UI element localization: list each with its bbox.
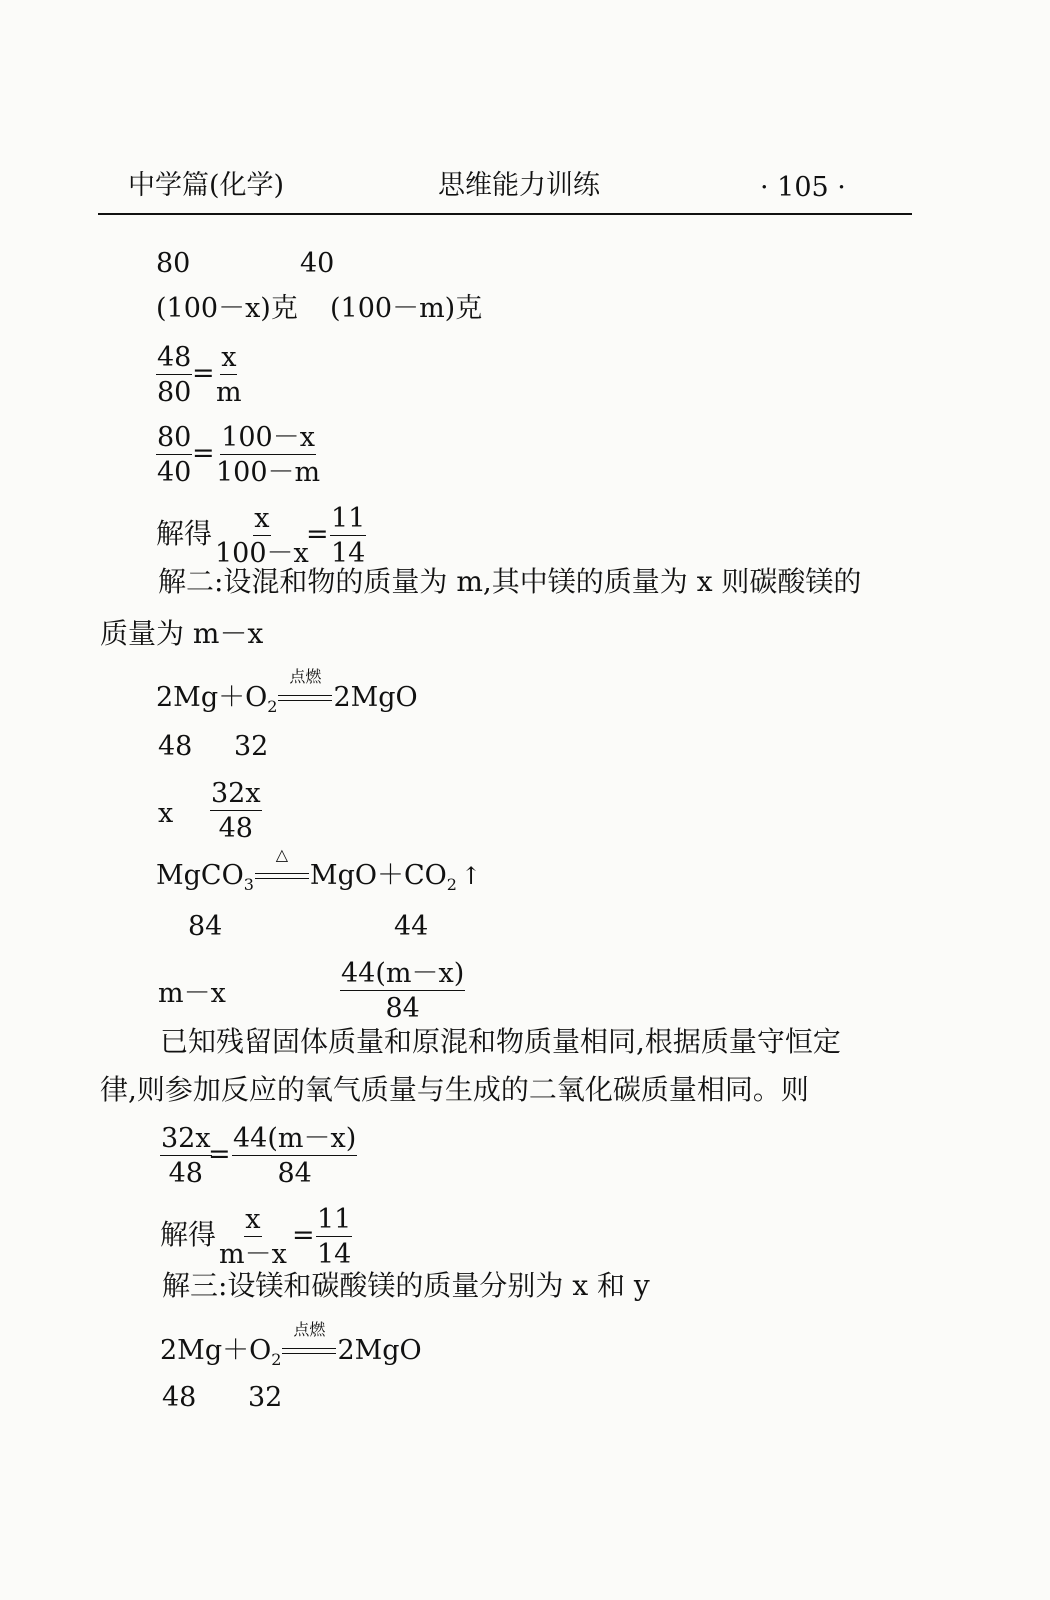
reaction-condition (282, 1319, 336, 1362)
denominator: 100－x (215, 538, 309, 569)
gas-arrow-icon: ↑ (460, 862, 482, 890)
fraction (156, 344, 192, 406)
reactants: 2Mg＋O (160, 1335, 272, 1366)
fraction (160, 1125, 212, 1187)
denominator: 80 (157, 377, 192, 408)
mass-variable: x (158, 798, 174, 829)
denominator: 84 (385, 993, 420, 1024)
fraction (156, 424, 192, 486)
fraction (210, 780, 262, 842)
equals-sign: = (306, 519, 329, 550)
numerator: 32x (211, 778, 261, 809)
fraction (316, 1206, 352, 1268)
numerator: x (245, 1204, 261, 1235)
solution-prefix: 解得 (160, 1218, 217, 1251)
fraction (215, 505, 309, 567)
molar-mass-b: 40 (300, 248, 335, 279)
denominator: 40 (157, 457, 192, 488)
mass-variable: m－x (158, 978, 226, 1009)
reaction-combustion (156, 666, 418, 716)
paragraph-line-2: 律,则参加反应的氧气质量与生成的二氧化碳质量相同。则 (100, 1073, 809, 1106)
subscript: 2 (267, 697, 278, 716)
subscript: 2 (271, 1350, 282, 1369)
reaction-decomposition (156, 844, 482, 894)
running-header-center: 思维能力训练 (438, 170, 600, 201)
numerator: 44(m－x) (233, 1123, 357, 1154)
equals-sign: = (292, 1220, 315, 1251)
reaction-condition (278, 666, 332, 709)
numerator: 48 (157, 342, 192, 373)
denominator: 48 (168, 1158, 203, 1189)
header-rule (98, 213, 912, 215)
numerator: x (221, 342, 237, 373)
reactants: 2Mg＋O (156, 682, 268, 713)
denominator: 48 (218, 813, 253, 844)
method-two-line-2: 质量为 m－x (100, 617, 264, 650)
molar-mass-a: 80 (156, 248, 191, 279)
numerator: 80 (157, 422, 192, 453)
molar-mass: 84 (188, 911, 223, 942)
equals-sign: = (192, 358, 215, 389)
reaction-condition (255, 844, 309, 887)
numerator: 11 (331, 503, 366, 534)
denominator: 14 (331, 538, 366, 569)
products: MgO＋CO (309, 860, 447, 891)
solution-prefix: 解得 (156, 517, 213, 550)
numerator: 11 (317, 1204, 352, 1235)
reactant: MgCO (156, 860, 244, 891)
molar-mass: 48 (162, 1382, 197, 1413)
numerator: 44(m－x) (341, 958, 465, 989)
condition-label: 点燃 (293, 1319, 326, 1339)
numerator: 100－x (221, 422, 315, 453)
method-three-line: 解三:设镁和碳酸镁的质量分别为 x 和 y (162, 1269, 650, 1302)
equals-sign: = (208, 1139, 231, 1170)
subscript: 3 (243, 875, 254, 894)
molar-mass: 48 (158, 731, 193, 762)
products: 2MgO (337, 1335, 422, 1366)
paragraph-line-1: 已知残留固体质量和原混和物质量相同,根据质量守恒定 (160, 1025, 841, 1058)
denominator: m－x (219, 1239, 287, 1270)
residue-mass-a: (100－x)克 (156, 293, 298, 324)
fraction (216, 424, 320, 486)
page-number: · 105 · (760, 172, 846, 203)
subscript: 2 (446, 875, 457, 894)
fraction (219, 1206, 287, 1268)
method-two-line-1: 解二:设混和物的质量为 m,其中镁的质量为 x 则碳酸镁的 (158, 565, 862, 598)
molar-mass: 32 (248, 1382, 283, 1413)
reaction-combustion-2 (160, 1319, 422, 1369)
denominator: 100－m (216, 457, 321, 488)
molar-mass: 44 (394, 911, 429, 942)
molar-mass: 32 (234, 731, 269, 762)
denominator: m (216, 377, 242, 408)
condition-label: △ (275, 844, 289, 864)
fraction (340, 960, 465, 1022)
products: 2MgO (333, 682, 418, 713)
fraction (330, 505, 366, 567)
denominator: 84 (277, 1158, 312, 1189)
denominator: 14 (317, 1239, 352, 1270)
numerator: 32x (161, 1123, 211, 1154)
condition-label: 点燃 (289, 666, 322, 686)
fraction (216, 344, 242, 406)
fraction (232, 1125, 357, 1187)
numerator: x (254, 503, 270, 534)
running-header-left: 中学篇(化学) (128, 170, 285, 201)
residue-mass-b: (100－m)克 (330, 293, 483, 324)
equals-sign: = (192, 438, 215, 469)
